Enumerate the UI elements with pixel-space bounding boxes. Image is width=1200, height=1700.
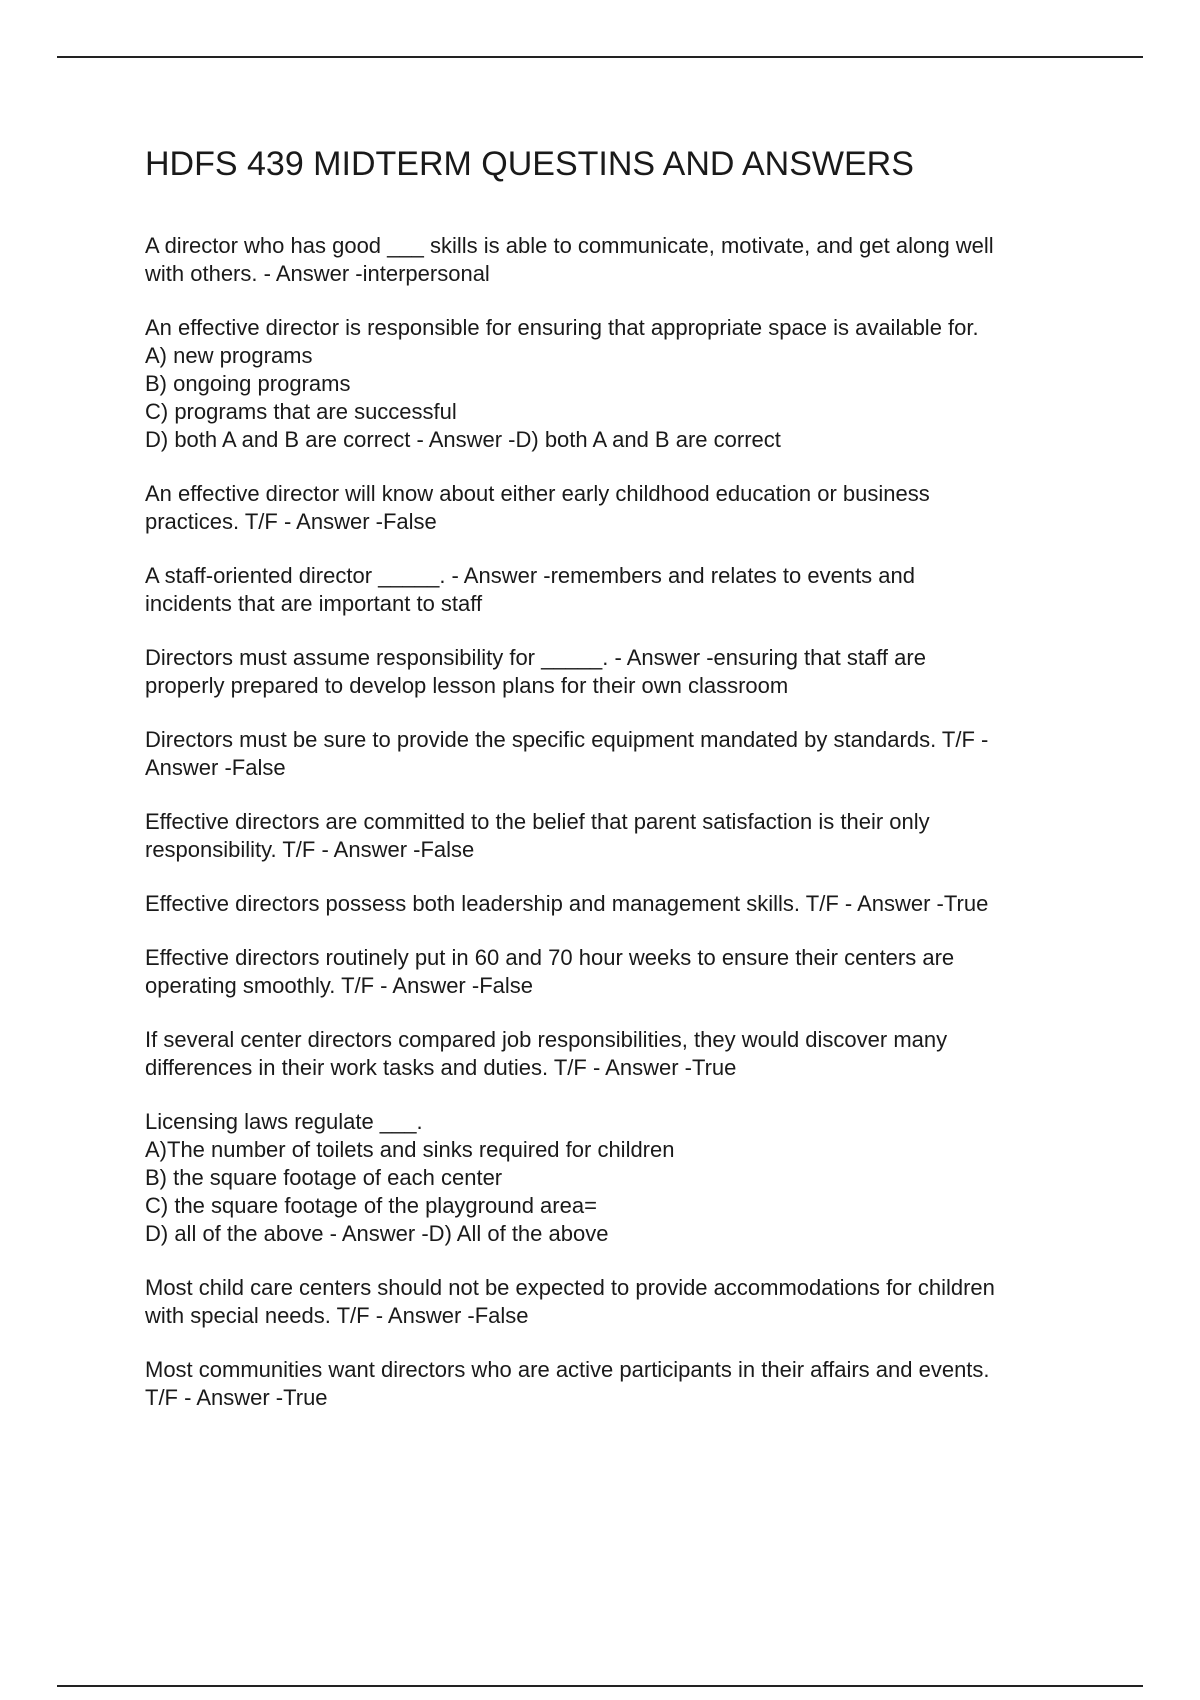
question-text-line: A director who has good ___ skills is able to communicate, motivate, and get along well bbox=[145, 233, 994, 258]
question-text-line: A staff-oriented director _____. - Answer -remembers and relates to events and bbox=[145, 563, 915, 588]
question-text-line: D) all of the above - Answer -D) All of the above bbox=[145, 1221, 609, 1246]
question-text-line: If several center directors compared job responsibilities, they would discover many bbox=[145, 1027, 948, 1052]
question-item bbox=[145, 480, 1095, 536]
question-text-line: T/F - Answer -True bbox=[145, 1385, 328, 1410]
question-text-line: operating smoothly. T/F - Answer -False bbox=[145, 973, 533, 998]
document-title: HDFS 439 MIDTERM QUESTINS AND ANSWERS bbox=[145, 145, 914, 183]
question-text-line: differences in their work tasks and duties. T/F - Answer -True bbox=[145, 1055, 737, 1080]
question-text-line: B) ongoing programs bbox=[145, 371, 351, 396]
question-item bbox=[145, 314, 1095, 454]
document-body bbox=[145, 140, 1095, 1438]
question-text-line: properly prepared to develop lesson plans for their own classroom bbox=[145, 673, 789, 698]
question-list bbox=[145, 232, 1095, 1412]
question-item bbox=[145, 232, 1095, 288]
question-text-line: Most communities want directors who are active participants in their affairs and events. bbox=[145, 1357, 990, 1382]
question-text-line: Most child care centers should not be expected to provide accommodations for children bbox=[145, 1275, 995, 1300]
question-text-line: Effective directors possess both leadership and management skills. T/F - Answer -True bbox=[145, 891, 989, 916]
question-text-line: with others. - Answer -interpersonal bbox=[145, 261, 490, 286]
question-text-line: An effective director is responsible for ensuring that appropriate space is available for. bbox=[145, 315, 979, 340]
question-text-line: Directors must assume responsibility for _____. - Answer -ensuring that staff are bbox=[145, 645, 926, 670]
question-text-line: A)The number of toilets and sinks required for children bbox=[145, 1137, 675, 1162]
question-text-line: C) the square footage of the playground area= bbox=[145, 1193, 597, 1218]
question-item bbox=[145, 726, 1095, 782]
question-text-line: A) new programs bbox=[145, 343, 313, 368]
question-text-line: Licensing laws regulate ___. bbox=[145, 1109, 423, 1134]
question-text-line: Effective directors routinely put in 60 and 70 hour weeks to ensure their centers are bbox=[145, 945, 955, 970]
question-item bbox=[145, 562, 1095, 618]
question-text-line: responsibility. T/F - Answer -False bbox=[145, 837, 475, 862]
question-text-line: practices. T/F - Answer -False bbox=[145, 509, 437, 534]
question-item bbox=[145, 1274, 1095, 1330]
question-text-line: incidents that are important to staff bbox=[145, 591, 483, 616]
bottom-rule bbox=[57, 1685, 1143, 1687]
question-item bbox=[145, 808, 1095, 864]
question-text-line: Effective directors are committed to the belief that parent satisfaction is their only bbox=[145, 809, 930, 834]
question-text-line: Answer -False bbox=[145, 755, 286, 780]
question-text-line: Directors must be sure to provide the specific equipment mandated by standards. T/F - bbox=[145, 727, 989, 752]
top-rule bbox=[57, 56, 1143, 58]
question-item bbox=[145, 1026, 1095, 1082]
question-item bbox=[145, 1108, 1095, 1248]
question-text-line: C) programs that are successful bbox=[145, 399, 457, 424]
question-item bbox=[145, 944, 1095, 1000]
question-text-line: D) both A and B are correct - Answer -D) both A and B are correct bbox=[145, 427, 781, 452]
question-item bbox=[145, 890, 1095, 918]
question-text-line: with special needs. T/F - Answer -False bbox=[145, 1303, 529, 1328]
question-item bbox=[145, 644, 1095, 700]
question-item bbox=[145, 1356, 1095, 1412]
question-text-line: An effective director will know about either early childhood education or business bbox=[145, 481, 930, 506]
question-text-line: B) the square footage of each center bbox=[145, 1165, 503, 1190]
